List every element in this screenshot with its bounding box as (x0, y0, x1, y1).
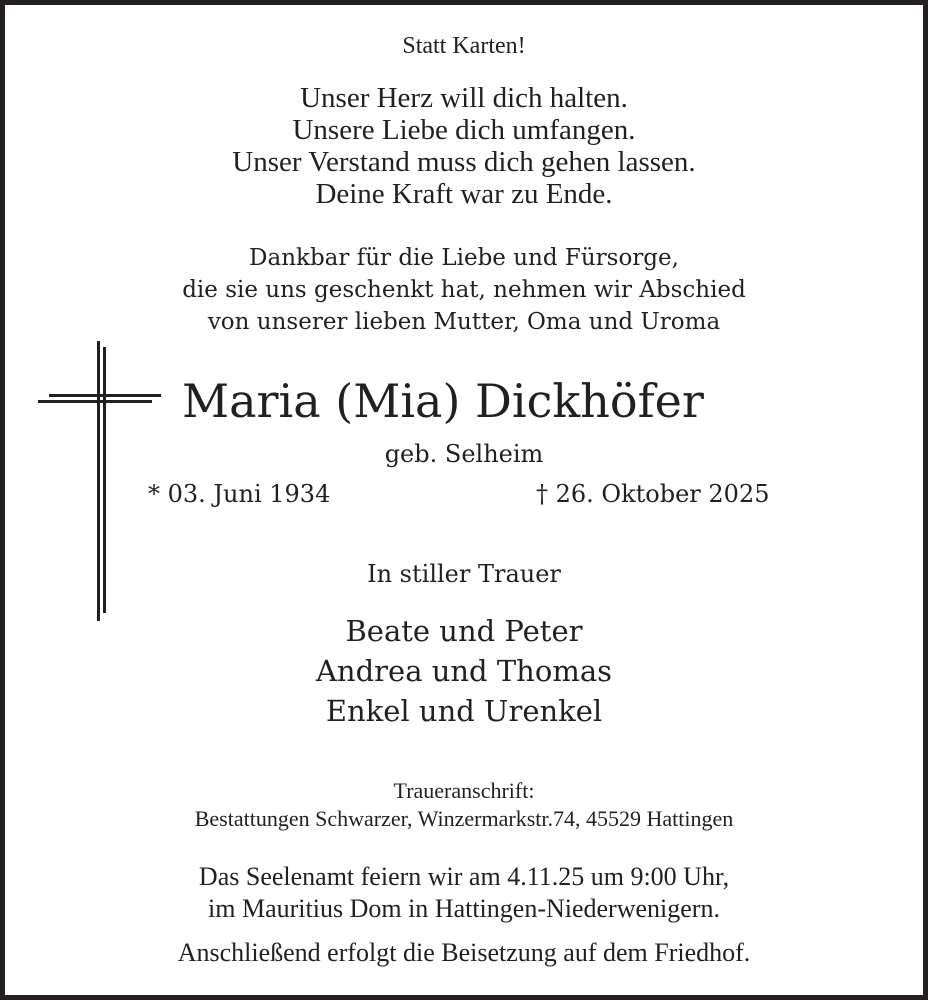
mourners-heading: In stiller Trauer (367, 560, 561, 588)
dedication-line: Dankbar für die Liebe und Fürsorge, (249, 245, 679, 271)
dedication-line: die sie uns geschenkt hat, nehmen wir Abschied (182, 277, 746, 303)
birth-date: * 03. Juni 1934 (148, 480, 331, 508)
poem-line: Unser Verstand muss dich gehen lassen. (232, 146, 696, 178)
address-value: Bestattungen Schwarzer, Winzermarkstr.74, 45529 Hattingen (194, 806, 734, 831)
service-line: im Mauritius Dom in Hattingen-Niederwenigern. (208, 894, 720, 923)
death-date: † 26. Oktober 2025 (536, 480, 770, 508)
poem-line: Deine Kraft war zu Ende. (315, 178, 613, 210)
mourner-name: Andrea und Thomas (315, 654, 612, 688)
mourner-name: Beate und Peter (345, 614, 583, 648)
mourner-name: Enkel und Urenkel (325, 694, 603, 728)
address-label: Traueranschrift: (393, 778, 535, 803)
poem-line: Unsere Liebe dich umfangen. (292, 114, 636, 146)
poem-line: Unser Herz will dich halten. (300, 82, 628, 114)
intro-heading: Statt Karten! (402, 33, 526, 59)
service-line: Das Seelenamt feiern wir am 4.11.25 um 9:00 Uhr, (198, 862, 730, 891)
burial-note: Anschließend erfolgt die Beisetzung auf dem Friedhof. (177, 938, 751, 967)
deceased-name: Maria (Mia) Dickhöfer (182, 374, 704, 428)
dedication-line: von unserer lieben Mutter, Oma und Uroma (207, 309, 721, 335)
maiden-name: geb. Selheim (384, 440, 544, 468)
